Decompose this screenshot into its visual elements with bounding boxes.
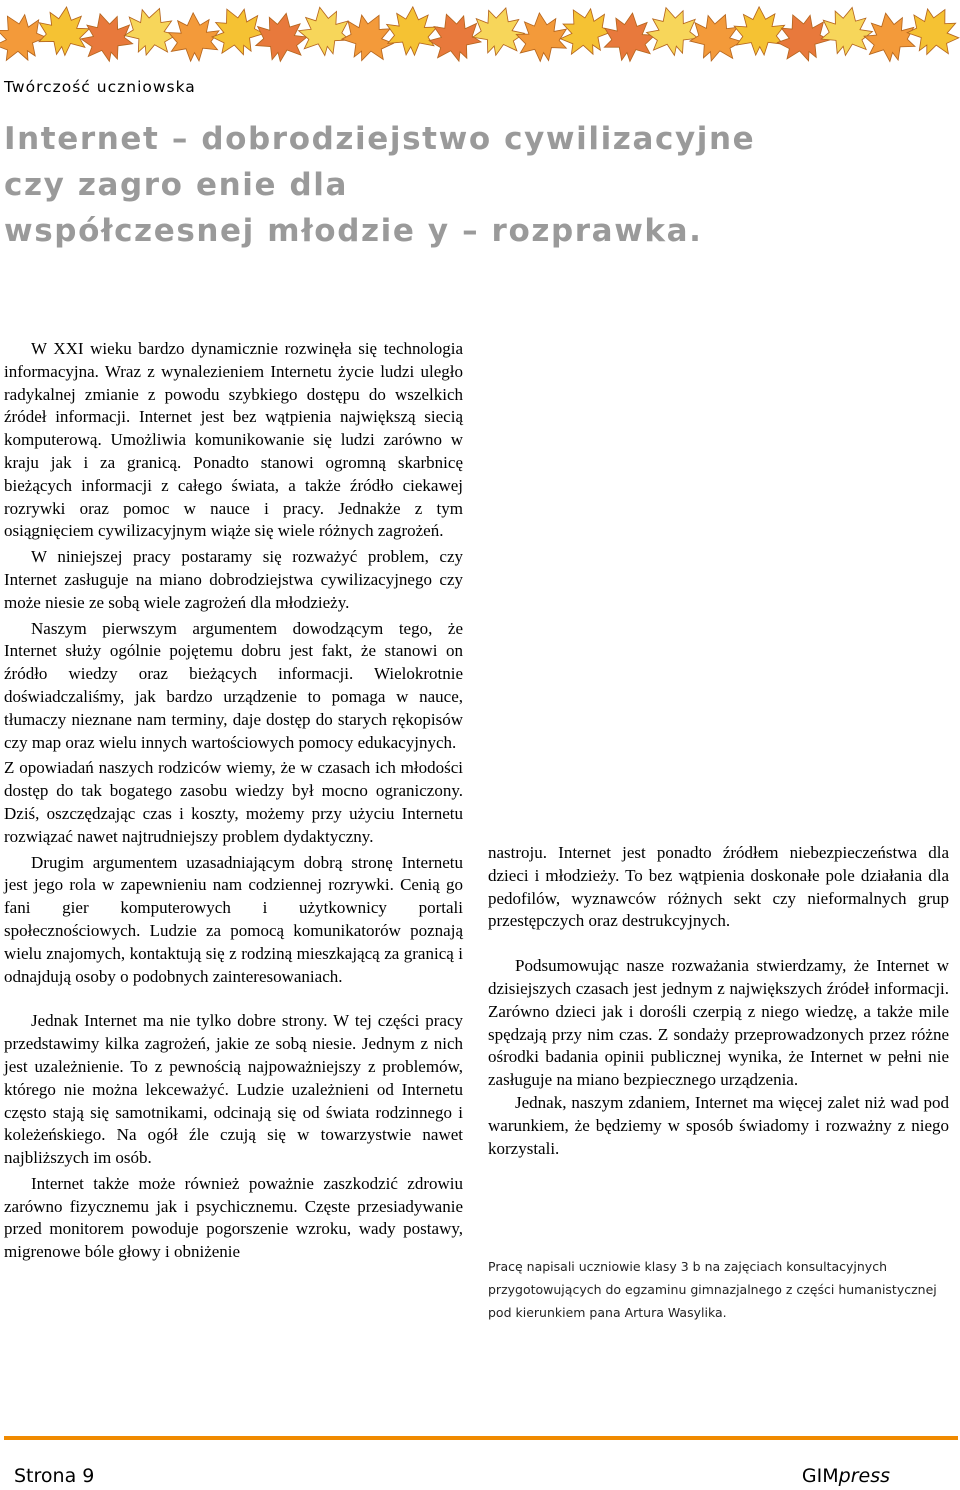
paragraph: Jednak Internet ma nie tylko dobre strony. W tej części pracy przedstawimy kilka zagrożeń, jakie ze sobą niesie. Jednym z nich jest uzależnienie. To z pewnością najpoważniejszy z problemów, którego nie można lekceważyć. Ludzie uzależnieni od Internetu często stają się samotnikami, odcinają się od świata rodzinnego i koleżeńskiego. Na ogół źle czują się w towarzystwie nawet najbliższych im osób.: [4, 1011, 463, 1168]
leaf-icon: [601, 10, 658, 65]
leaf-icon: [901, 0, 960, 64]
leaf-icon: [385, 6, 438, 57]
article-title: [4, 116, 954, 254]
leaf-icon: [734, 6, 785, 55]
leaf-icon: [295, 2, 354, 59]
publication-brand: [802, 1465, 890, 1487]
leaf-icon: [119, 0, 183, 63]
title-line: czy zagro enie dla: [4, 167, 349, 203]
brand-suffix: press: [838, 1465, 890, 1487]
paragraph: Naszym pierwszym argumentem dowodzącym tego, że Internet służy ogólnie pojętemu dobru jest fakt, że stanowi on źródło wiedzy oraz bieżących informacji. Wielokrotnie doświadczaliśmy, jak bardzo urządzenie to pomaga w nauce, tłumaczy nieznane nam terminy, daje dostęp do starych rękopisów czy map oraz wielu innych wartościowych pomocy edukacyjnych.: [4, 618, 463, 752]
paragraph: Z opowiadań naszych rodziców wiemy, że w czasach ich młodości dostęp do tak bogatego zasobu wiedzy był mocno ograniczony. Dziś, oszczędzając czas i koszty, możemy przy użyciu Internetu rozwiązać nawet najtrudniejszy problem dydaktyczny.: [4, 758, 463, 846]
leaf-icon: [76, 7, 138, 67]
autumn-leaves-banner-icon: [0, 0, 960, 70]
brand-prefix: GIM: [801, 1465, 839, 1487]
paragraph: nastroju. Internet jest ponadto źródłem niebezpieczeństwa dla dzieci i młodzieży. To bez wątpienia doskonałe pole działania dla pedofilów, wyznawców różnych sekt czy nieformalnych grup przestępczych oraz destrukcyjnych.: [488, 843, 949, 931]
paragraph: Drugim argumentem uzasadniającym dobrą stronę Internetu jest jego rola w zapewnieniu nam codziennej rozrywki. Cenią go fani gier komputerowych i użytkownicy portali społecznościowych. Ludzie za pomocą komunikatorów poznają wielu znajomych, kontaktują się z rodziną mieszkającą za granicą i odnajdują osoby o podobnych zainteresowaniach.: [4, 852, 463, 986]
section-label: Twórczość uczniowska: [4, 78, 196, 96]
leaf-icon: [514, 10, 569, 63]
leaf-icon: [252, 8, 311, 66]
leaf-icon: [642, 1, 703, 61]
paragraph: Jednak, naszym zdaniem, Internet ma więcej zalet niż wad pod warunkiem, że będziemy w sposób świadomy i rozważny z niego korzystali.: [488, 1092, 949, 1158]
leaf-icon: [36, 4, 92, 58]
footer-rule: [4, 1436, 958, 1440]
article-column-right: [488, 842, 949, 1160]
title-line: współczesnej młodzie y – rozprawka.: [4, 213, 703, 249]
leaf-icon: [861, 9, 919, 65]
leaf-icon: [817, 2, 877, 60]
leaf-icon: [335, 4, 401, 70]
paragraph: Podsumowując nasze rozważania stwierdzamy, że Internet w dzisiejszych czasach jest jednym z największych źródeł informacji. Zarówno dzieci jak i dorośli czerpią z niego wiedzę, a także mile spędzają przy nim czas. Z sondaży przeprowadzonych przez różne ośrodki badania opinii publicznej wynika, że Internet w pełni nie zasługuje na miano bezpiecznego urządzenia.: [488, 956, 949, 1090]
article-column-left: [4, 338, 463, 1264]
paragraph: W niniejszej pracy postaramy się rozważyć problem, czy Internet zasługuje na miano dobrodziejstwa cywilizacyjnego czy może niesie ze sobą wiele zagrożeń dla młodzieży.: [4, 547, 463, 612]
author-credits: Pracę napisali uczniowie klasy 3 b na zajęciach konsultacyjnych przygotowujących do egzaminu gimnazjalnego z części humanistycznej pod kierunkiem pana Artura Wasylika.: [488, 1259, 937, 1320]
paragraph: Internet także może również poważnie zaszkodzić zdrowiu zarówno fizycznemu jak i psychicznemu. Częste przesiadywanie przed monitorem powoduje pogorszenie wzroku, wady postawy, migrenowe bóle głowy i obniżenie: [4, 1173, 463, 1262]
title-line: Internet – dobrodziejstwo cywilizacyjne: [4, 121, 756, 157]
page-number: Strona 9: [14, 1465, 95, 1487]
paragraph: W XXI wieku bardzo dynamicznie rozwinęła się technologia informacyjna. Wraz z wynalezieniem Internetu życie ludzi uległo radykalnej zmianie z powodu szybkiego dostępu do wszelkich źródeł informacji. Internet jest bez wątpienia największą siecią komputerową. Umożliwia komunikowanie się ludzi zarówno w kraju jak i za granicą. Ponadto stanowi ogromną skarbnicę bieżących informacji z całego świata, a także źródło ciekawej rozrywki oraz pomoc w nauce i pracy. Jednakże z tym osiągnięciem cywilizacyjnym wiąże się wiele różnych zagrożeń.: [4, 339, 463, 541]
